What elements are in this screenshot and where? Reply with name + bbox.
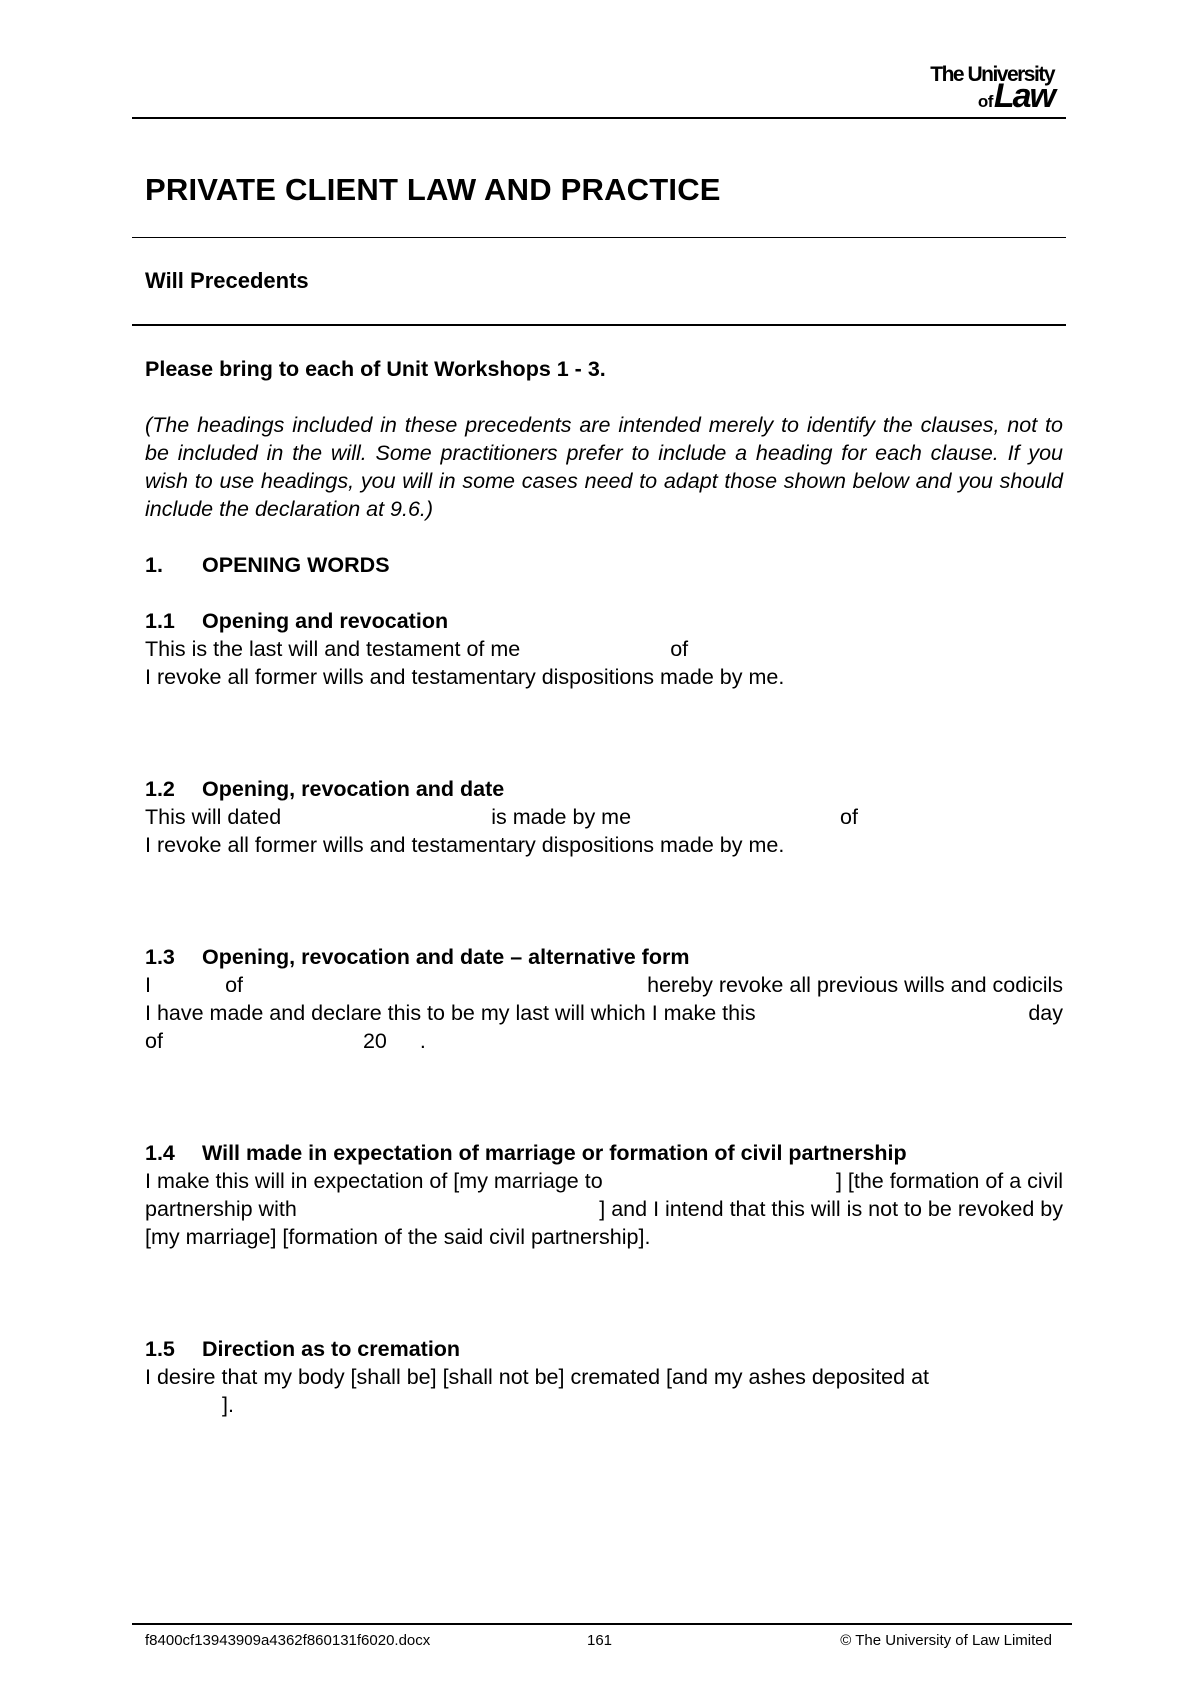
section-heading bbox=[145, 551, 1063, 579]
clause-text: I make this will in expectation of [my marriage to bbox=[145, 1169, 603, 1193]
clause-number: 1.4 bbox=[145, 1141, 175, 1165]
clause-heading bbox=[145, 607, 1063, 635]
clause-title: Direction as to cremation bbox=[202, 1337, 461, 1361]
clause-line bbox=[145, 971, 1063, 999]
clause-1-3 bbox=[145, 943, 1063, 1055]
clause-line bbox=[145, 1391, 1063, 1419]
clause-line: I revoke all former wills and testamentary dispositions made by me. bbox=[145, 665, 785, 689]
clause-number: 1.2 bbox=[145, 777, 175, 801]
footer-copyright: © The University of Law Limited bbox=[840, 1632, 1052, 1649]
clause-heading bbox=[145, 943, 1063, 971]
clause-text: I bbox=[145, 973, 151, 997]
header-rule bbox=[132, 117, 1066, 119]
clause-line: [my marriage] [formation of the said civil partnership]. bbox=[145, 1225, 651, 1249]
footer-filename: f8400cf13943909a4362f860131f6020.docx bbox=[145, 1632, 431, 1649]
clause-text: partnership with bbox=[145, 1197, 297, 1221]
document-subtitle: Will Precedents bbox=[145, 268, 309, 293]
clause-text: . bbox=[419, 1029, 426, 1053]
clause-number: 1.3 bbox=[145, 945, 175, 969]
clause-line bbox=[145, 999, 1063, 1027]
clause-text: of bbox=[840, 805, 858, 829]
clause-title: Opening and revocation bbox=[202, 609, 449, 633]
clause-text: ] [the formation of a civil bbox=[835, 1169, 1063, 1193]
clause-line bbox=[145, 803, 1063, 831]
logo-of: of bbox=[977, 92, 993, 111]
clause-text: is made by me bbox=[491, 805, 632, 829]
clause-line bbox=[145, 635, 1063, 663]
clause-text: This is the last will and testament of me bbox=[145, 637, 521, 661]
clause-text: of bbox=[670, 637, 689, 661]
clause-text: I have made and declare this to be my last will which I make this bbox=[145, 1001, 756, 1025]
clause-text: of bbox=[225, 973, 244, 997]
clause-title: Opening, revocation and date – alternative form bbox=[202, 945, 690, 969]
logo-law: Law bbox=[993, 77, 1054, 115]
clause-line bbox=[145, 1195, 1063, 1223]
clause-heading bbox=[145, 1139, 1063, 1167]
clause-line: I desire that my body [shall be] [shall not be] cremated [and my ashes deposited at bbox=[145, 1365, 929, 1389]
clause-1-2 bbox=[145, 775, 1063, 859]
clause-line bbox=[145, 1167, 1063, 1195]
clause-text: This will dated bbox=[145, 805, 282, 829]
section-number: 1. bbox=[145, 553, 163, 577]
instruction-text: Please bring to each of Unit Workshops 1 - 3. bbox=[145, 357, 606, 381]
clause-text: hereby revoke all previous wills and codicils bbox=[647, 973, 1063, 997]
document-body bbox=[145, 355, 1063, 1419]
clause-text: day bbox=[1028, 1001, 1063, 1025]
clause-title: Will made in expectation of marriage or formation of civil partnership bbox=[202, 1141, 907, 1165]
clause-heading bbox=[145, 1335, 1063, 1363]
footer-rule bbox=[132, 1623, 1072, 1625]
university-of-law-logo bbox=[930, 64, 1054, 113]
clause-line bbox=[145, 1027, 1063, 1055]
logo-line-1: The University bbox=[930, 63, 1054, 86]
document-title: PRIVATE CLIENT LAW AND PRACTICE bbox=[145, 172, 721, 207]
clause-text: ]. bbox=[222, 1393, 234, 1417]
section-title: OPENING WORDS bbox=[202, 553, 390, 577]
clause-1-5 bbox=[145, 1335, 1063, 1419]
clause-line: I revoke all former wills and testamentary dispositions made by me. bbox=[145, 833, 785, 857]
clause-1-1 bbox=[145, 607, 1063, 691]
clause-number: 1.5 bbox=[145, 1337, 175, 1361]
clause-1-4 bbox=[145, 1139, 1063, 1251]
intro-paragraph: (The headings included in these precedents are intended merely to identify the clauses, not to be included in the will. Some practitioners prefer to include a heading for each clause. If you wish to use headings, you will in some cases need to adapt those shown below and you should include the declaration at 9.6.) bbox=[145, 413, 1063, 521]
title-rule bbox=[132, 237, 1066, 238]
subtitle-rule bbox=[132, 324, 1066, 326]
clause-number: 1.1 bbox=[145, 609, 175, 633]
clause-text: 20 bbox=[362, 1029, 387, 1053]
clause-heading bbox=[145, 775, 1063, 803]
clause-text: ] and I intend that this will is not to be revoked by bbox=[599, 1197, 1063, 1221]
clause-text: of bbox=[145, 1029, 163, 1053]
clause-title: Opening, revocation and date bbox=[202, 777, 505, 801]
footer-page-number: 161 bbox=[587, 1632, 613, 1649]
